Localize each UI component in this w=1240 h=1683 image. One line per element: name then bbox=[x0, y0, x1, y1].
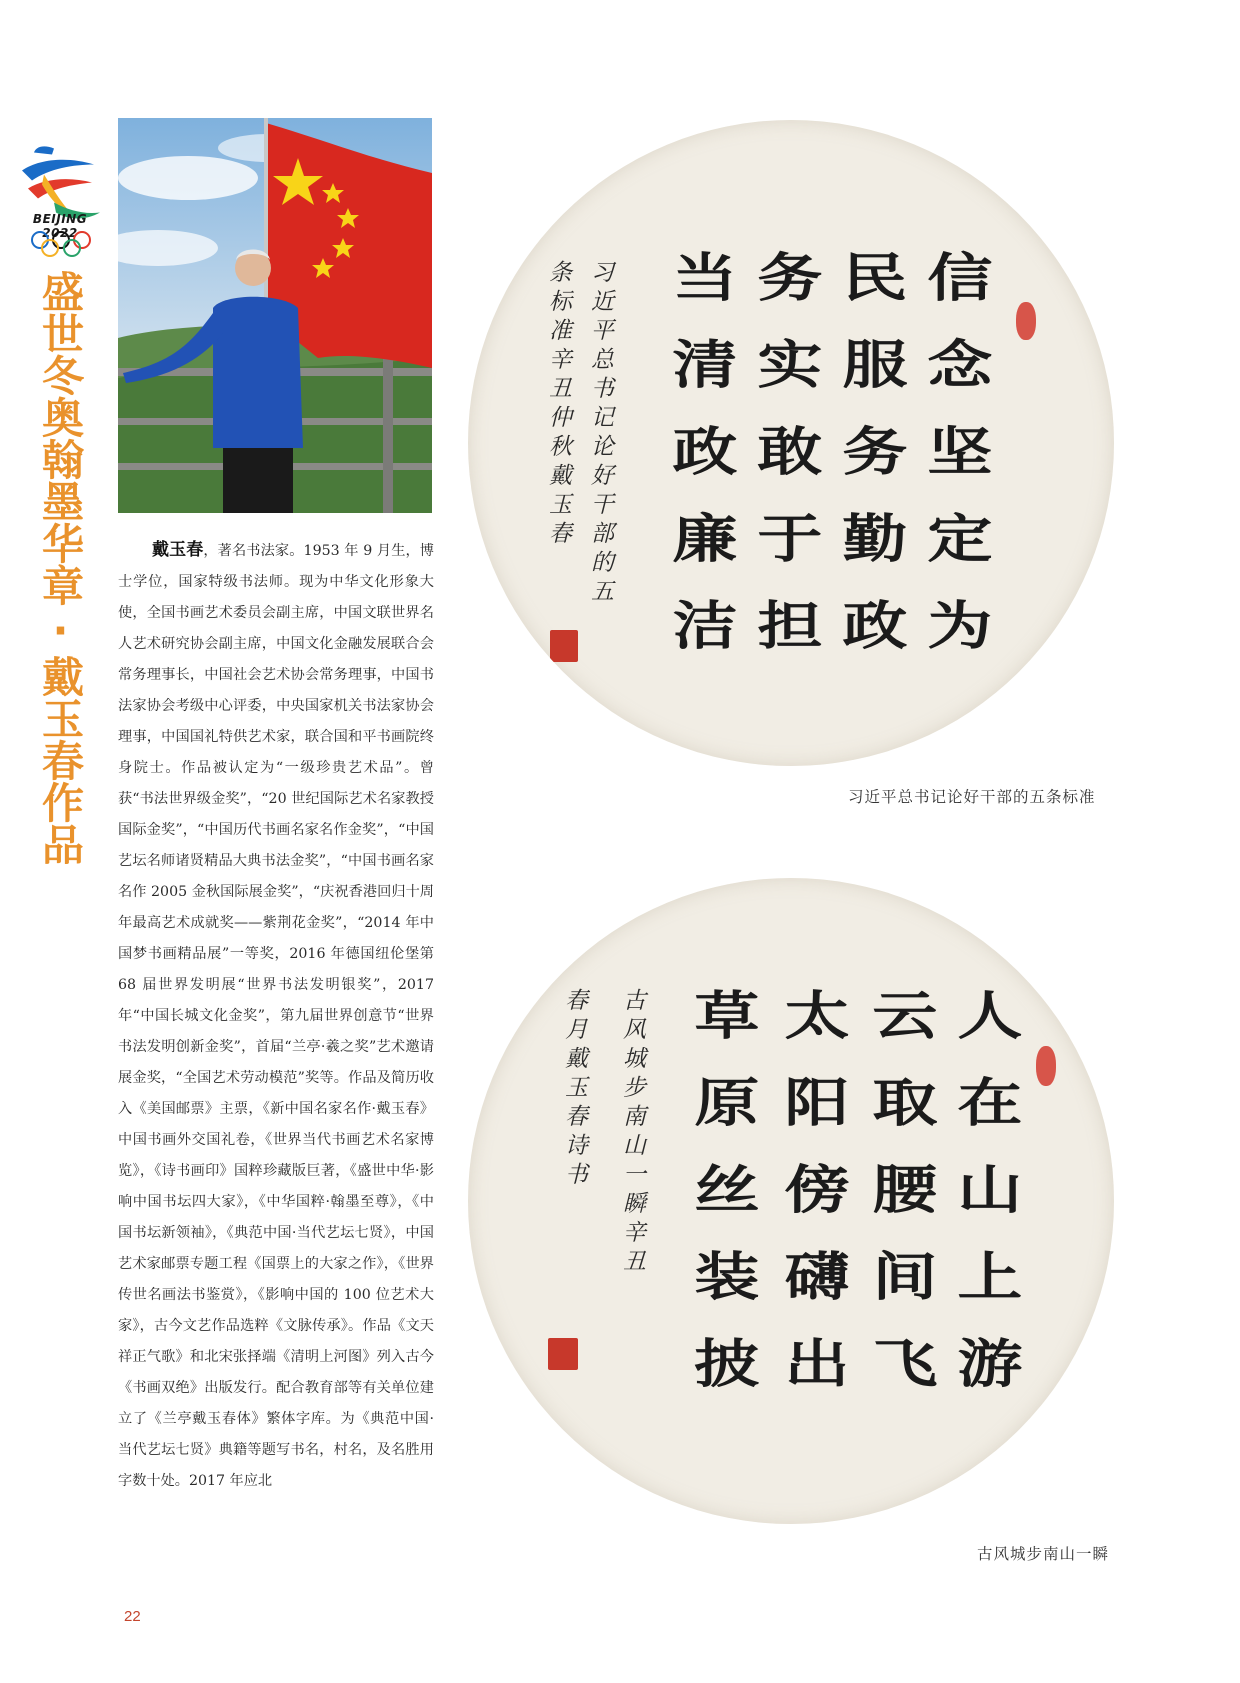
page-title: 盛世冬奥翰墨华章·戴玉春作品 bbox=[36, 270, 85, 865]
work-caption: 习近平总书记论好干部的五条标准 bbox=[848, 788, 1096, 806]
portrait-with-flag-photo bbox=[118, 118, 432, 513]
page-number: 22 bbox=[124, 1608, 141, 1625]
logo-text: BEIJING 2022 bbox=[32, 212, 88, 240]
seal-stamp-icon bbox=[1016, 302, 1036, 340]
calligraphy-column: 务实敢于担 bbox=[745, 250, 821, 685]
inscription-column: 习近平总书记论好干部的五 bbox=[587, 260, 613, 608]
calligraphy-column: 民服务勤政 bbox=[830, 250, 906, 685]
biography bbox=[118, 535, 434, 1497]
inscription-column: 古风城步南山一瞬辛丑 bbox=[619, 988, 645, 1278]
inscription-column: 条标准辛丑仲秋戴玉春 bbox=[545, 260, 571, 550]
seal-stamp-icon bbox=[1036, 1046, 1056, 1086]
calligraphy-work-1 bbox=[468, 120, 1114, 766]
calligraphy-work-2 bbox=[468, 878, 1114, 1524]
bio-text: ，著名书法家。1953 年 9 月生，博士学位，国家特级书法师。现为中华文化形象大使，全国书画艺术委员会副主席，中国文联世界名人艺术研究协会副主席，中国文化金融发展联合会常务理事长，中国社会艺术协会常务理事，中国书法家协会考级中心评委，中央国家机关书法家协会理事，中国国礼特供艺术家，联合国和平书画院终身院士。作品被认定为“一级珍贵艺术品”。曾获“书法世界级金奖”，“20 世纪国际艺术名家教授国际金奖”，“中国历代书画名家名作金奖”，“中国艺坛名师诸贤精品大典书法金奖”，“中国书画名家名作 2005 金秋国际展金奖”，“庆祝香港回归十周年最高艺术成就奖——紫荆花金奖”，“2014 年中国梦书画精品展”一等奖，2016 年德国纽伦堡第 68 届世界发明展“世界书法发明银奖”，2017 年“中国长城文化金奖”，第九届世界创意节“世界书法发明创新金奖”，首届“兰亭·羲之奖”艺术邀请展金奖，“全国艺术劳动模范”奖等。作品及简历收入《美国邮票》主票，《新中国名家名作·戴玉春》中国书画外交国礼卷，《世界当代书画艺术名家博览》，《诗书画印》国粹珍藏版巨著，《盛世中华·影响中国书坛四大家》，《中华国粹·翰墨至尊》，《中国书坛新领袖》，《典范中国·当代艺坛七贤》，中国艺术家邮票专题工程《国票上的大家之作》，《世界传世名画法书鉴赏》，《影响中国的 100 位艺术大家》，古今文艺作品选粹《文脉传承》。作品《文天祥正气歌》和北宋张择端《清明上河图》列入古今《书画双绝》出版发行。配合教育部等有关单位建立了《兰亭戴玉春体》繁体字库。为《典范中国·当代艺坛七贤》典籍等题写书名，村名，及名胜用字数十处。2017 年应北 bbox=[118, 543, 434, 1489]
calligraphy-column: 信念坚定为 bbox=[915, 250, 991, 685]
calligraphy-column: 人在山上游 bbox=[945, 988, 1021, 1423]
seal-stamp-icon bbox=[548, 1338, 578, 1370]
calligraphy-column: 当清政廉洁 bbox=[660, 250, 736, 685]
calligraphy-column: 草原丝装披 bbox=[682, 988, 758, 1423]
olympic-rings-icon bbox=[30, 230, 92, 258]
calligraphy-column: 太阳傍礴出 bbox=[772, 988, 848, 1423]
work-caption: 古风城步南山一瞬 bbox=[977, 1545, 1110, 1563]
bio-paragraph bbox=[118, 535, 434, 1497]
artist-name: 戴玉春 bbox=[152, 540, 204, 560]
calligraphy-column: 云取腰间飞 bbox=[860, 988, 936, 1423]
seal-stamp-icon bbox=[550, 630, 578, 662]
inscription-column: 春月戴玉春诗书 bbox=[561, 988, 587, 1191]
